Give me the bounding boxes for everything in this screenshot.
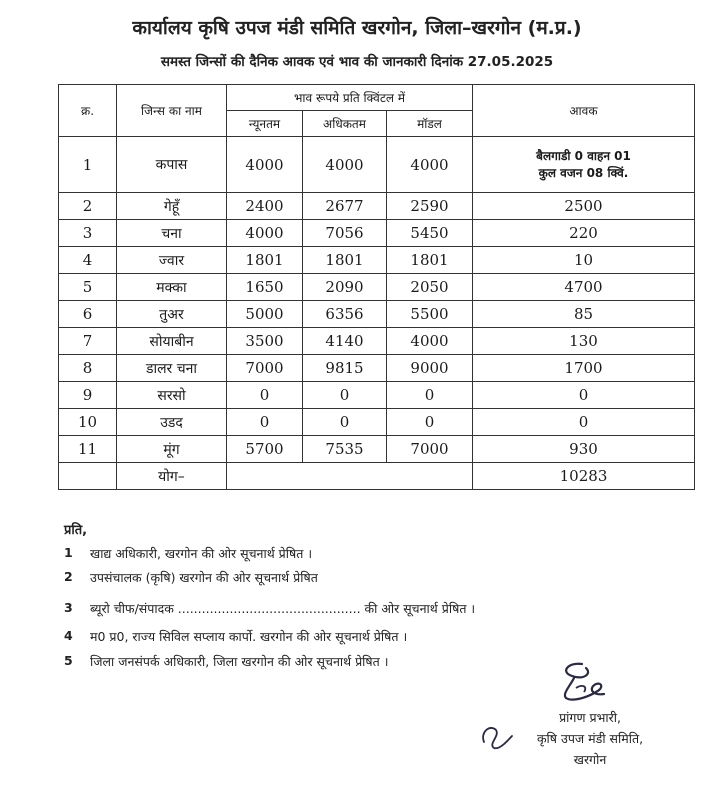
distribution-item xyxy=(64,600,475,617)
table-row xyxy=(59,382,695,409)
cell-name: सरसो xyxy=(117,382,227,409)
cell-arrival: 85 xyxy=(473,301,695,328)
cell-modal: 2050 xyxy=(387,274,473,301)
signatory-block xyxy=(490,707,690,770)
header-arrival: आवक xyxy=(473,85,695,137)
header-min: न्यूनतम xyxy=(227,111,303,137)
cell-max: 0 xyxy=(303,409,387,436)
cell-max: 2677 xyxy=(303,193,387,220)
cell-min: 4000 xyxy=(227,220,303,247)
cell-min: 1650 xyxy=(227,274,303,301)
cell-modal: 0 xyxy=(387,409,473,436)
total-row xyxy=(59,463,695,490)
signatory-place: खरगोन xyxy=(573,752,607,767)
cell-max: 0 xyxy=(303,382,387,409)
cell-name: मूंग xyxy=(117,436,227,463)
table-row xyxy=(59,355,695,382)
table-row xyxy=(59,274,695,301)
cell-arrival: 930 xyxy=(473,436,695,463)
cell-name: उडद xyxy=(117,409,227,436)
cell-name: सोयाबीन xyxy=(117,328,227,355)
cell-name: तुअर xyxy=(117,301,227,328)
cell-min: 5000 xyxy=(227,301,303,328)
cell-max: 7535 xyxy=(303,436,387,463)
cell-arrival: 2500 xyxy=(473,193,695,220)
cell-min: 0 xyxy=(227,382,303,409)
header-sno: क्र. xyxy=(59,85,117,137)
cell-min: 7000 xyxy=(227,355,303,382)
header-modal: मॉडल xyxy=(387,111,473,137)
cell-blank xyxy=(59,463,117,490)
distribution-item xyxy=(64,653,389,670)
cell-min: 0 xyxy=(227,409,303,436)
cell-sno: 1 xyxy=(59,137,117,193)
arrival-weight: कुल वजन 08 क्विं. xyxy=(538,165,629,180)
table-row xyxy=(59,137,695,193)
table-row xyxy=(59,247,695,274)
cell-arrival: 0 xyxy=(473,409,695,436)
cell-name: ज्वार xyxy=(117,247,227,274)
cell-modal: 4000 xyxy=(387,137,473,193)
table-row xyxy=(59,409,695,436)
cell-arrival: 1700 xyxy=(473,355,695,382)
cell-min: 5700 xyxy=(227,436,303,463)
total-value: 10283 xyxy=(473,463,695,490)
cell-sno: 11 xyxy=(59,436,117,463)
item-text: ब्यूरो चीफ/संपादक .............................................. की ओर सूचनार्थ प्रेषित । xyxy=(90,601,476,616)
cell-min: 2400 xyxy=(227,193,303,220)
cell-modal: 7000 xyxy=(387,436,473,463)
cell-sno: 3 xyxy=(59,220,117,247)
item-number: 4 xyxy=(64,628,73,643)
total-label: योग– xyxy=(117,463,227,490)
cell-max: 9815 xyxy=(303,355,387,382)
cell-arrival: 4700 xyxy=(473,274,695,301)
signature-mark xyxy=(552,658,612,704)
cell-sno: 8 xyxy=(59,355,117,382)
signatory-designation: प्रांगण प्रभारी, xyxy=(559,710,621,725)
cell-sno: 4 xyxy=(59,247,117,274)
cell-name: कपास xyxy=(117,137,227,193)
cell-min: 3500 xyxy=(227,328,303,355)
office-title: कार्यालय कृषि उपज मंडी समिति खरगोन, जिला–खरगोन (म.प्र.) xyxy=(132,17,582,39)
table-row xyxy=(59,193,695,220)
item-text: उपसंचालक (कृषि) खरगोन की ओर सूचनार्थ प्रेषित xyxy=(90,570,318,585)
cell-sno: 2 xyxy=(59,193,117,220)
cell-max: 4000 xyxy=(303,137,387,193)
arrival-vehicles: बैलगाडी 0 वाहन 01 xyxy=(536,148,631,163)
item-text: जिला जनसंपर्क अधिकारी, जिला खरगोन की ओर सूचनार्थ प्रेषित । xyxy=(90,654,389,669)
cell-sno: 6 xyxy=(59,301,117,328)
report-subtitle: समस्त जिन्सों की दैनिक आवक एवं भाव की जानकारी दिनांक 27.05.2025 xyxy=(160,54,554,70)
cell-arrival: 0 xyxy=(473,382,695,409)
cell-modal: 4000 xyxy=(387,328,473,355)
item-number: 5 xyxy=(64,653,73,668)
cell-arrival: 220 xyxy=(473,220,695,247)
cell-arrival xyxy=(473,137,695,193)
cell-min: 1801 xyxy=(227,247,303,274)
cell-arrival: 10 xyxy=(473,247,695,274)
cell-sno: 7 xyxy=(59,328,117,355)
item-number: 2 xyxy=(64,569,73,584)
header-rate-group: भाव रूपये प्रति क्विंटल में xyxy=(227,85,473,111)
table-row xyxy=(59,328,695,355)
cell-min: 4000 xyxy=(227,137,303,193)
cell-name: गेहूँ xyxy=(117,193,227,220)
cell-max: 6356 xyxy=(303,301,387,328)
cell-modal: 2590 xyxy=(387,193,473,220)
item-text: खाद्य अधिकारी, खरगोन की ओर सूचनार्थ प्रेषित । xyxy=(90,546,313,561)
rates-table xyxy=(58,84,695,490)
cell-name: मक्का xyxy=(117,274,227,301)
table-row xyxy=(59,436,695,463)
cell-name: डालर चना xyxy=(117,355,227,382)
distribution-item xyxy=(64,628,407,645)
cell-max: 1801 xyxy=(303,247,387,274)
cell-sno: 5 xyxy=(59,274,117,301)
cell-modal: 5500 xyxy=(387,301,473,328)
cell-arrival: 130 xyxy=(473,328,695,355)
signatory-office: कृषि उपज मंडी समिति, xyxy=(536,731,644,746)
table-row xyxy=(59,220,695,247)
cell-modal: 1801 xyxy=(387,247,473,274)
distribution-item xyxy=(64,545,312,562)
distribution-item xyxy=(64,569,318,586)
header-max: अधिकतम xyxy=(303,111,387,137)
cell-modal: 9000 xyxy=(387,355,473,382)
item-text: म0 प्र0, राज्य सिविल सप्लाय कार्पो. खरगोन की ओर सूचनार्थ प्रेषित । xyxy=(90,629,408,644)
cell-max: 2090 xyxy=(303,274,387,301)
cell-name: चना xyxy=(117,220,227,247)
cell-blank xyxy=(227,463,473,490)
table-row xyxy=(59,301,695,328)
cell-max: 4140 xyxy=(303,328,387,355)
item-number: 1 xyxy=(64,545,73,560)
cell-sno: 10 xyxy=(59,409,117,436)
cell-sno: 9 xyxy=(59,382,117,409)
cell-modal: 5450 xyxy=(387,220,473,247)
distribution-heading: प्रति, xyxy=(64,523,88,538)
item-number: 3 xyxy=(64,600,73,615)
cell-max: 7056 xyxy=(303,220,387,247)
header-commodity: जिन्स का नाम xyxy=(117,85,227,137)
cell-modal: 0 xyxy=(387,382,473,409)
